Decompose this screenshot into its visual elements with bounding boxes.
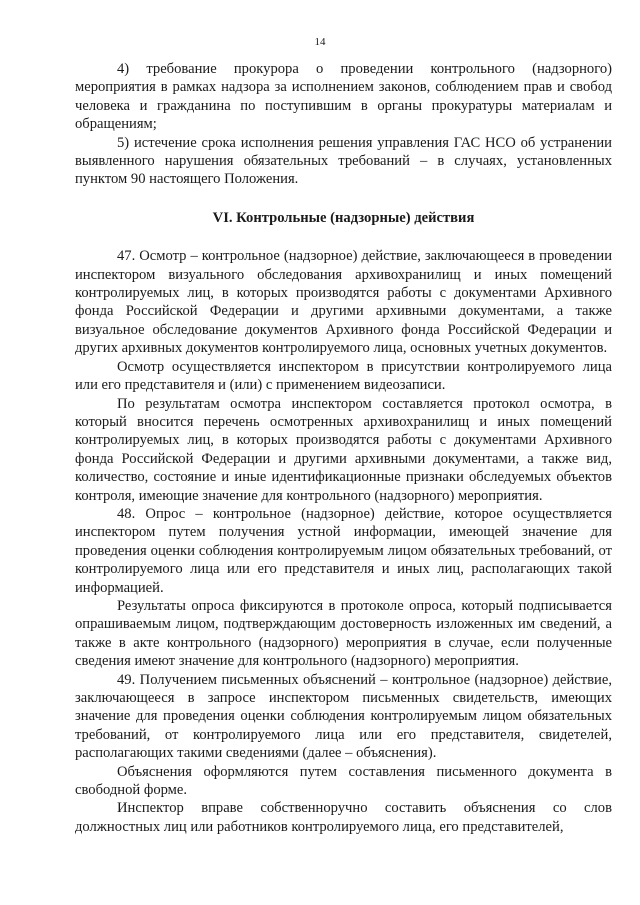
paragraph-47: 47. Осмотр – контрольное (надзорное) действие, заключающееся в проведении инспектором визуального обследования архивохранилищ и иных помещений контролируемых лиц, в которых производятся работы с документами Архивного фонда Российской Федерации и другими архивными документами, а также визуальное обследование документов Архивного фонда Российской Федерации и других архивных документов контролируемого лица, основных учетных документов. [75,248,612,357]
page-number: 14 [314,36,326,48]
section-heading: VI. Контрольные (надзорные) действия [212,209,475,226]
paragraph-item-4: 4) требование прокурора о проведении контрольного (надзорного) мероприятия в рамках надзора за исполнением законов, соблюдением прав и свобод человека и гражданина по поступившим в органы прокуратуры материалам и обращениям; [75,61,612,133]
paragraph-item-5: 5) истечение срока исполнения решения управления ГАС НСО об устранении выявленного нарушения обязательных требований – в случаях, установленных пунктом 90 настоящего Положения. [75,134,612,188]
paragraph-inspection-protocol: По результатам осмотра инспектором составляется протокол осмотра, в который вносится перечень осмотренных архивохранилищ и иных помещений контролируемых лиц, в которых производятся работы с документами Архивного фонда Российской Федерации и другими архивными документами, а также вид, количество, состояние и иные идентификационные признаки обследуемых объектов контроля, имеющие значение для контрольного (надзорного) мероприятия. [75,395,612,504]
paragraph-survey-results: Результаты опроса фиксируются в протоколе опроса, который подписывается опрашиваемым лицом, подтверждающим достоверность изложенных им сведений, а также в акте контрольного (надзорного) мероприятия в случае, если полученные сведения имеют значение для контрольного (надзорного) мероприятия. [75,597,612,670]
paragraph-48: 48. Опрос – контрольное (надзорное) действие, которое осуществляется инспектором путем получения устной информации, имеющей значение для проведения оценки соблюдения контролируемым лицом обязательных требований, от контролируемого лица или его представителя и иных лиц, располагающих такой информацией. [75,505,612,596]
paragraph-49: 49. Получением письменных объяснений – контрольное (надзорное) действие, заключающееся в запросе инспектором письменных свидетельств, имеющих значение для проведения оценки соблюдения контролируемым лицом обязательных требований, от контролируемого лица или его представителя, свидетелей, располагающих такими сведениями (далее – объяснения). [75,671,612,762]
document-body [75,60,612,836]
paragraph-explanations-form: Объяснения оформляются путем составления письменного документа в свободной форме. [75,763,612,799]
paragraph-inspection-presence: Осмотр осуществляется инспектором в присутствии контролируемого лица или его представителя и (или) с применением видеозаписи. [75,358,612,394]
paragraph-inspector-right: Инспектор вправе собственноручно составить объяснения со слов должностных лиц или работников контролируемого лица, его представителей, [75,800,612,835]
